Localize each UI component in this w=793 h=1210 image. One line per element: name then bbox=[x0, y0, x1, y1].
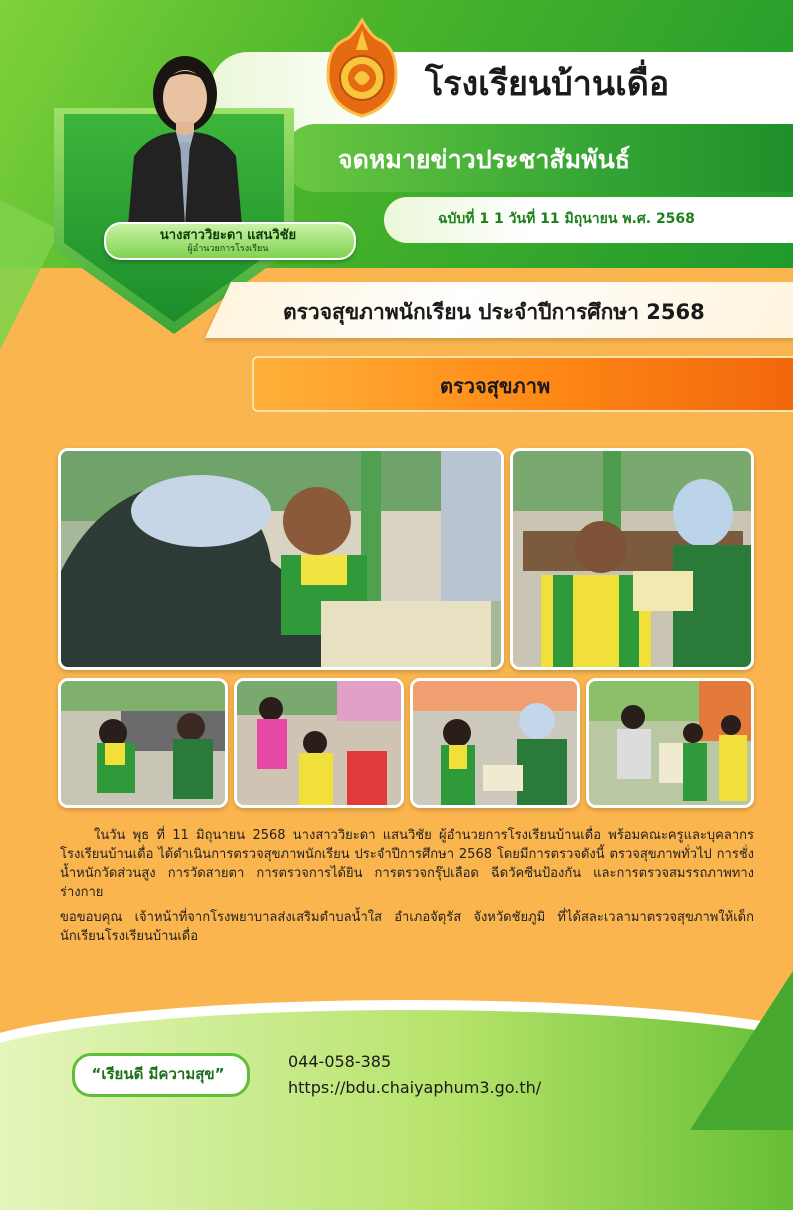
article-paragraph: ในวัน พุธ ที่ 11 มิถุนายน 2568 นางสาววิยะดา แสนวิชัย ผู้อำนวยการโรงเรียนบ้านเดื่อ พร้อมคณะครูและบุคลากรโรงเรียนบ้านเดื่อ ได้ดำเนินการตรวจสุขภาพนักเรียน ประจำปีการศึกษา 2568 โดยมีการตรวจดังนี้ ตรวจสุขภาพทั่วไป การชั่งน้ำหนักวัดส่วนสูง การวัดสายตา การตรวจการได้ยิน การตรวจกรุ๊ปเลือด ฉีดวัคซีนป้องกัน และการตรวจสมรรถภาพทางร่างกาย bbox=[60, 828, 754, 900]
article-paragraph: ขอขอบคุณ เจ้าหน้าที่จากโรงพยาบาลส่งเสริมตำบลน้ำใส อำเภอจัตุรัส จังหวัดชัยภูมิ ที่ได้สละเวลามาตรวจสุขภาพให้เด็กนักเรียนโรงเรียนบ้านเดื่อ bbox=[60, 910, 754, 944]
headline: ตรวจสุขภาพนักเรียน ประจำปีการศึกษา 2568 bbox=[283, 300, 705, 324]
photo-dental-check-1 bbox=[58, 448, 504, 670]
website-link[interactable]: https://bdu.chaiyaphum3.go.th/ bbox=[288, 1078, 542, 1097]
school-emblem bbox=[324, 18, 400, 118]
contact-phone: 044-058-385 bbox=[288, 1052, 392, 1071]
director-role: ผู้อำนวยการโรงเรียน bbox=[187, 244, 269, 254]
issue-line: ฉบับที่ 1 1 วันที่ 11 มิถุนายน พ.ศ. 2568 bbox=[438, 211, 695, 227]
newsletter-title: จดหมายข่าวประชาสัมพันธ์ bbox=[338, 145, 630, 174]
footer-background bbox=[0, 1010, 793, 1210]
article-body bbox=[60, 826, 754, 952]
photo-check-6 bbox=[586, 678, 754, 808]
school-name: โรงเรียนบ้านเดื่อ bbox=[425, 64, 670, 104]
director-portrait bbox=[120, 46, 250, 226]
photo-check-5 bbox=[410, 678, 580, 808]
photo-check-4 bbox=[234, 678, 404, 808]
school-slogan: “เรียนดี มีความสุข” bbox=[91, 1065, 225, 1083]
topic-label: ตรวจสุขภาพ bbox=[440, 374, 551, 398]
photo-dental-check-2 bbox=[510, 448, 754, 670]
director-name: นางสาววิยะดา แสนวิชัย bbox=[159, 228, 297, 243]
photo-check-3 bbox=[58, 678, 228, 808]
